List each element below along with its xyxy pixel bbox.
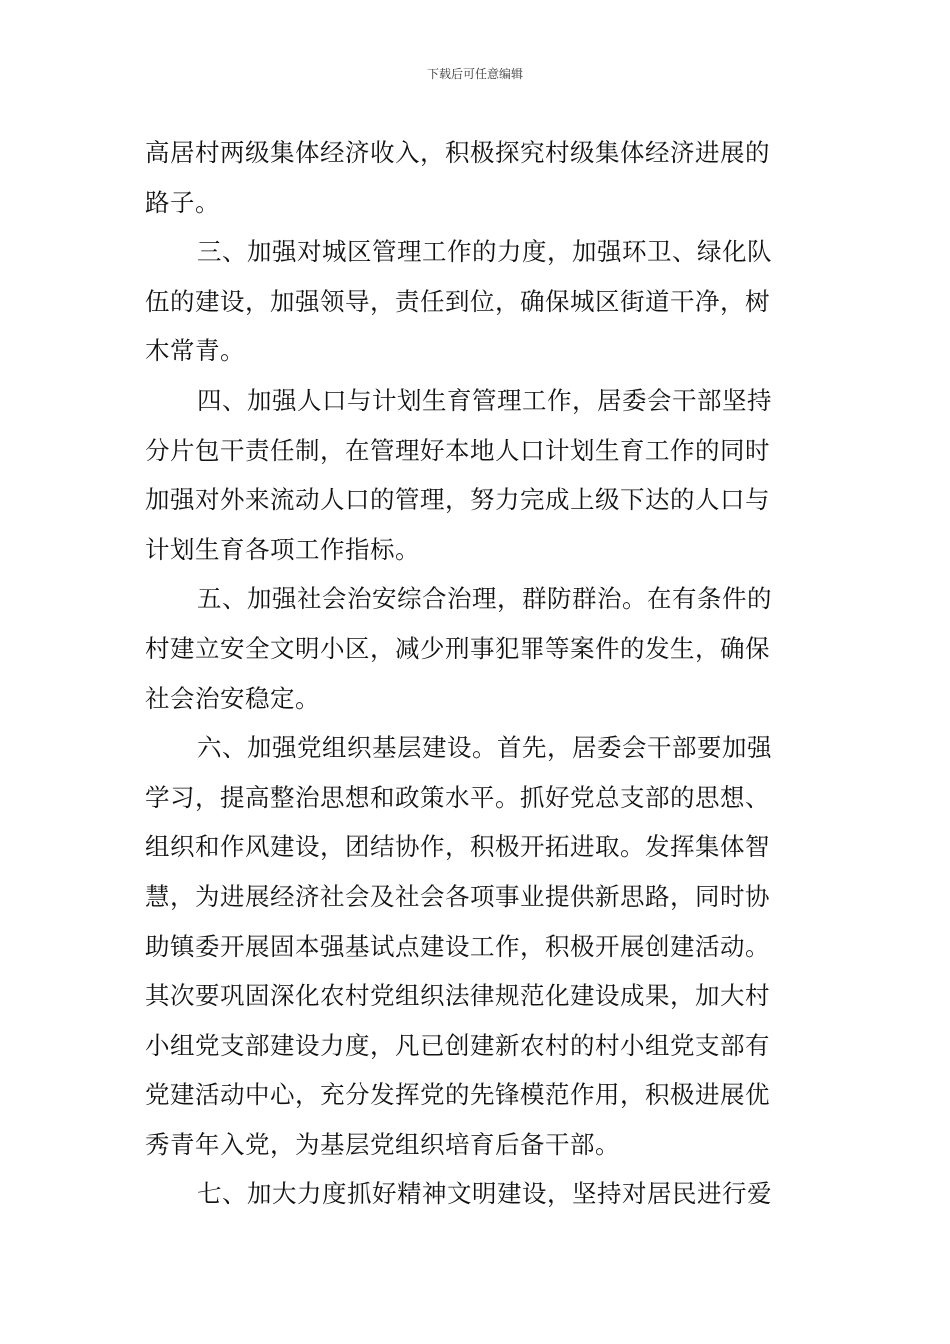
text-line: 木常青。 xyxy=(145,336,245,366)
text-line: 党建活动中心，充分发挥党的先锋模范作用，积极进展优 xyxy=(145,1080,770,1110)
text-line: 计划生育各项工作指标。 xyxy=(145,534,420,564)
document-body xyxy=(145,128,807,1219)
text-line: 秀青年入党，为基层党组织培育后备干部。 xyxy=(145,1129,620,1159)
text-line: 其次要巩固深化农村党组织法律规范化建设成果，加大村 xyxy=(145,981,770,1011)
text-line: 伍的建设，加强领导，责任到位，确保城区街道干净，树 xyxy=(145,286,770,316)
text-line: 社会治安稳定。 xyxy=(145,683,320,713)
text-line: 四、加强人口与计划生育管理工作，居委会干部坚持 xyxy=(197,385,772,415)
text-line: 三、加强对城区管理工作的力度，加强环卫、绿化队 xyxy=(197,237,772,267)
text-line: 组织和作风建设，团结协作，积极开拓进取。发挥集体智 xyxy=(145,832,770,862)
header-note: 下载后可任意编辑 xyxy=(426,67,523,81)
text-line: 高居村两级集体经济收入，积极探究村级集体经济进展的 xyxy=(145,138,770,167)
text-line: 村建立安全文明小区，减少刑事犯罪等案件的发生，确保 xyxy=(145,633,770,663)
text-line: 分片包干责任制，在管理好本地人口计划生育工作的同时 xyxy=(145,435,770,465)
text-line: 六、加强党组织基层建设。首先，居委会干部要加强 xyxy=(197,733,772,763)
text-line: 小组党支部建设力度，凡已创建新农村的村小组党支部有 xyxy=(145,1030,770,1060)
text-line: 七、加大力度抓好精神文明建设，坚持对居民进行爱 xyxy=(197,1179,772,1209)
text-line: 路子。 xyxy=(145,187,220,217)
text-line: 学习，提高整治思想和政策水平。抓好党总支部的思想、 xyxy=(145,782,770,812)
text-line: 助镇委开展固本强基试点建设工作，积极开展创建活动。 xyxy=(145,931,770,961)
text-line: 慧，为进展经济社会及社会各项事业提供新思路，同时协 xyxy=(145,881,770,911)
text-line: 加强对外来流动人口的管理，努力完成上级下达的人口与 xyxy=(145,485,770,515)
text-line: 五、加强社会治安综合治理，群防群治。在有条件的 xyxy=(197,584,772,614)
